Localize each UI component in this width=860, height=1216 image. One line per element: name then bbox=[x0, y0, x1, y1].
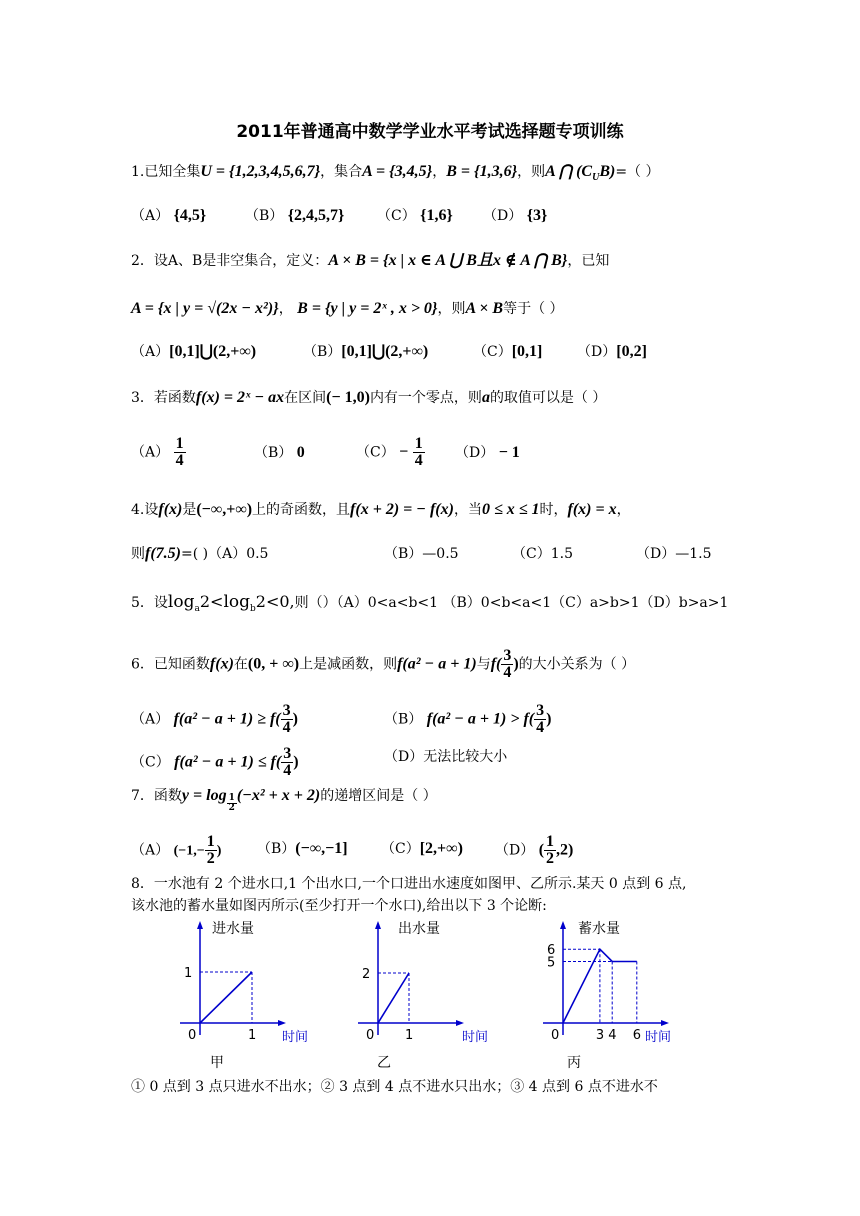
chart-storage-y-tick-6: 6 bbox=[547, 943, 556, 959]
q6-text-b: 在 bbox=[233, 656, 248, 673]
frac-num: 3 bbox=[283, 745, 292, 762]
option-label: （B） bbox=[257, 841, 296, 857]
option-lhs: f(a² − a + 1) ≥ f( bbox=[173, 710, 281, 728]
q4-math-query: f(7.5) bbox=[145, 545, 181, 562]
q6-text-d: 与 bbox=[476, 656, 491, 673]
chart-outflow-y-tick-2: 2 bbox=[362, 967, 371, 982]
page-title: 2011年普通高中数学学业水平考试选择题专项训练 bbox=[236, 122, 624, 142]
option-lhs: f(a² − a + 1) ≤ f( bbox=[174, 753, 282, 771]
q2-text-d: 等于（ ） bbox=[503, 301, 564, 317]
q5-log-1-base: a bbox=[194, 603, 200, 614]
q2-option-d[interactable] bbox=[577, 343, 647, 361]
chart-inflow-x-label: 时间 bbox=[282, 1030, 309, 1045]
q4-math-fn: f(x) bbox=[158, 501, 183, 518]
option-value: 0 bbox=[296, 444, 305, 461]
q7-option-a[interactable] bbox=[131, 834, 221, 867]
option-label: （D） bbox=[483, 208, 523, 224]
q2-text-c: ，则 bbox=[437, 301, 466, 317]
chart-storage-x-tick-0: 0 bbox=[551, 1028, 560, 1043]
q7-text-a: 7．函数 bbox=[131, 788, 182, 804]
option-rhs: ) bbox=[292, 710, 298, 728]
q4-text-c: 上的奇函数，且 bbox=[252, 502, 351, 518]
chart-outflow-x-label: 时间 bbox=[462, 1030, 489, 1045]
option-pre: (−1,− bbox=[173, 843, 205, 859]
option-label: （C） bbox=[377, 208, 416, 224]
q5-options[interactable]: 则（）（A）0<a<b<1 （B）0<b<a<1（C）a>b>1（D）b>a>1 bbox=[294, 595, 729, 611]
question-2-line-1 bbox=[131, 252, 609, 270]
q5-log-1: log bbox=[167, 592, 195, 612]
chart-inflow-x-tick-0: 0 bbox=[188, 1028, 197, 1043]
q3-math-a: a bbox=[481, 389, 490, 406]
q6-math-rhs-post: ) bbox=[513, 655, 519, 673]
q3-option-d[interactable] bbox=[455, 444, 520, 462]
frac-num: 3 bbox=[282, 702, 291, 719]
q6-math-domain: (0, + ∞) bbox=[247, 655, 300, 673]
option-value: − 1 bbox=[498, 444, 520, 461]
q5-log-2-base: b bbox=[250, 603, 256, 614]
chart-outflow-y-arrow bbox=[375, 921, 381, 929]
option-value: [0,1]⋃(2,+∞) bbox=[341, 343, 429, 360]
option-label: （D） bbox=[495, 842, 535, 859]
option-fraction bbox=[281, 703, 293, 736]
q4-math-relation: f(x + 2) = − f(x) bbox=[350, 501, 454, 518]
question-4-line-2 bbox=[131, 545, 268, 563]
q6-option-a[interactable] bbox=[131, 703, 298, 736]
frac-num: 3 bbox=[503, 647, 512, 664]
question-4-line-1 bbox=[131, 501, 631, 519]
chart-inflow-x-tick-1: 1 bbox=[248, 1028, 257, 1043]
q4-option-a[interactable]: =( )（A）0.5 bbox=[180, 546, 269, 562]
q1-option-a[interactable] bbox=[131, 207, 206, 225]
q3-text-d: 的取值可以是（ ） bbox=[489, 390, 607, 406]
chart-storage-y-arrow bbox=[560, 921, 566, 929]
frac-num: 1 bbox=[175, 435, 184, 452]
chart-inflow-series-line bbox=[200, 972, 252, 1023]
chart-inflow-y-arrow bbox=[197, 921, 203, 929]
option-label: （C） bbox=[381, 841, 420, 857]
question-3-stem bbox=[131, 389, 606, 407]
question-8-line-1: 8．一水池有 2 个进水口,1 个出水口,一个口进出水速度如图甲、乙所示.某天 0 点到 6 点, bbox=[131, 876, 687, 892]
q3-option-b[interactable] bbox=[254, 444, 305, 462]
option-fraction bbox=[205, 834, 217, 867]
frac-num: 1 bbox=[414, 435, 423, 452]
question-1-stem bbox=[131, 163, 660, 187]
q1-math-expr-end: B) bbox=[599, 163, 616, 180]
q4-text-d: ，当 bbox=[453, 502, 482, 518]
q1-option-c[interactable] bbox=[377, 207, 453, 225]
option-label: （C） bbox=[356, 444, 395, 461]
option-text: 无法比较大小 bbox=[423, 749, 508, 765]
q1-text-a: 1.已知全集 bbox=[131, 164, 201, 180]
q3-text-b: 在区间 bbox=[284, 390, 327, 406]
q2-text-b: ，已知 bbox=[567, 253, 610, 269]
option-value: {4,5} bbox=[173, 207, 207, 224]
q2-math-product: A × B bbox=[465, 300, 504, 317]
q7-option-b[interactable] bbox=[257, 840, 348, 858]
option-value: [0,1] bbox=[511, 343, 543, 360]
q4-text-a: 4.设 bbox=[131, 502, 159, 518]
option-value: [2,+∞) bbox=[419, 840, 463, 857]
q4-option-c[interactable]: （C）1.5 bbox=[512, 546, 573, 562]
q3-option-a[interactable] bbox=[131, 436, 186, 469]
frac-num: 1 bbox=[546, 833, 555, 850]
chart-storage-title: 蓄水量 bbox=[578, 921, 620, 937]
option-value: (−∞,−1] bbox=[295, 840, 348, 857]
q6-text-c: 上是减函数，则 bbox=[299, 656, 398, 673]
chart-outflow-series-line bbox=[378, 973, 409, 1023]
option-value: [0,1]⋃(2,+∞) bbox=[169, 343, 257, 360]
option-fraction bbox=[544, 834, 556, 867]
chart-storage-x-tick-6: 6 bbox=[632, 1028, 642, 1043]
frac-den: 2 bbox=[228, 803, 235, 813]
q1-option-d[interactable] bbox=[483, 207, 547, 225]
q7-option-d[interactable] bbox=[495, 834, 573, 867]
q2-option-b[interactable] bbox=[303, 343, 428, 361]
option-sign: − bbox=[399, 443, 409, 461]
option-label: （A） bbox=[131, 344, 170, 360]
q6-math-lhs: f(a² − a + 1) bbox=[397, 655, 477, 673]
q4-text-e: 时， bbox=[539, 502, 568, 518]
frac-den: 4 bbox=[414, 452, 423, 469]
question-7-stem bbox=[131, 787, 437, 813]
q2-text-a: 2．设A、B是非空集合，定义： bbox=[131, 253, 329, 269]
q7-text-b: 的递增区间是（ ） bbox=[320, 788, 437, 804]
chart-inflow-x-arrow bbox=[278, 1020, 286, 1026]
option-fraction bbox=[413, 436, 425, 469]
q1-math-expr: A ⋂ (C bbox=[545, 163, 593, 180]
option-label: （B） bbox=[245, 208, 284, 224]
q6-option-c[interactable] bbox=[131, 746, 299, 779]
frac-den: 4 bbox=[283, 762, 292, 779]
option-label: （A） bbox=[131, 208, 170, 224]
q1-option-b[interactable] bbox=[245, 207, 344, 225]
q3-text-a: 3．若函数 bbox=[131, 390, 196, 406]
q1-math-set-a: A = {3,4,5} bbox=[362, 163, 433, 180]
q2-math-set-b: B = {y | y = 2ˣ , x > 0} bbox=[297, 300, 438, 317]
option-fraction bbox=[534, 703, 546, 736]
q7-math-fn: y = log bbox=[181, 787, 227, 804]
option-fraction bbox=[174, 436, 186, 469]
option-rhs: ) bbox=[293, 753, 299, 771]
q2-option-c[interactable] bbox=[473, 343, 542, 361]
chart-outflow-x-arrow bbox=[456, 1020, 464, 1026]
q4-math-def: f(x) = x bbox=[567, 501, 617, 518]
chart-inflow-title: 进水量 bbox=[212, 921, 254, 937]
q4-option-b[interactable]: （B）—0.5 bbox=[384, 546, 459, 562]
water-charts bbox=[0, 915, 860, 1075]
option-label: （D） bbox=[455, 445, 495, 461]
q1-math-universe: U = {1,2,3,4,5,6,7} bbox=[200, 163, 321, 180]
q6-option-b[interactable] bbox=[384, 703, 551, 736]
q6-math-fn: f(x) bbox=[209, 655, 234, 673]
q4-text-f: ， bbox=[616, 502, 631, 518]
option-label: （A） bbox=[131, 711, 170, 728]
q4-text-b: 是 bbox=[182, 502, 197, 518]
chart-outflow-x-tick-0: 0 bbox=[366, 1028, 375, 1043]
q6-option-d[interactable] bbox=[384, 748, 507, 766]
option-value: [0,2] bbox=[616, 343, 647, 360]
option-rhs: ) bbox=[546, 710, 552, 728]
option-label: （C） bbox=[131, 754, 170, 771]
q1-math-sub: U bbox=[592, 171, 600, 183]
option-label: （C） bbox=[473, 344, 512, 360]
q3-option-c[interactable] bbox=[356, 436, 425, 469]
q5-text-mid-2: 2<0, bbox=[255, 592, 295, 611]
q1-math-set-b: B = {1,3,6} bbox=[446, 163, 518, 180]
frac-num: 3 bbox=[536, 702, 545, 719]
q1-text-e: =（ ） bbox=[615, 164, 660, 180]
chart-inflow-y-tick-1: 1 bbox=[184, 966, 193, 981]
chart-caption-a: 甲 bbox=[210, 1055, 224, 1071]
q6-text-a: 6．已知函数 bbox=[131, 656, 210, 673]
q5-text-a: 5．设 bbox=[131, 595, 168, 611]
frac-num: 1 bbox=[228, 793, 235, 803]
option-lhs: f(a² − a + 1) > f( bbox=[426, 710, 535, 728]
option-label: （B） bbox=[303, 344, 342, 360]
option-pre: ( bbox=[538, 841, 545, 859]
q2-option-a[interactable] bbox=[131, 343, 256, 361]
chart-caption-c: 丙 bbox=[567, 1055, 581, 1071]
option-post: ) bbox=[216, 843, 222, 859]
option-label: （B） bbox=[254, 445, 293, 461]
q4-option-d[interactable]: （D）—1.5 bbox=[636, 546, 712, 562]
option-post: ,2) bbox=[556, 841, 574, 859]
q1-text-c: ， bbox=[432, 164, 447, 180]
option-label: （D） bbox=[577, 344, 617, 360]
frac-den: 4 bbox=[536, 719, 545, 736]
option-label: （A） bbox=[131, 444, 170, 461]
chart-storage-x-tick-4: 4 bbox=[608, 1028, 617, 1043]
q7-option-c[interactable] bbox=[381, 840, 463, 858]
frac-den: 2 bbox=[206, 850, 215, 867]
q3-math-interval: (− 1,0) bbox=[326, 389, 370, 406]
frac-den: 4 bbox=[503, 664, 512, 681]
frac-den: 4 bbox=[282, 719, 291, 736]
q2-sep: ， bbox=[278, 301, 293, 317]
q4-math-domain: (−∞,+∞) bbox=[196, 501, 253, 518]
q1-text-b: ，集合 bbox=[320, 164, 363, 180]
frac-den: 2 bbox=[546, 850, 555, 867]
q6-math-rhs-pre: f( bbox=[490, 655, 502, 673]
q7-math-arg: (−x² + x + 2) bbox=[236, 787, 321, 804]
q2-math-def: A × B = {x | x ∈ A ⋃ B且x ∉ A ⋂ B} bbox=[328, 252, 568, 269]
chart-outflow-title: 出水量 bbox=[398, 921, 440, 937]
option-label: （A） bbox=[131, 842, 170, 859]
q1-text-d: ，则 bbox=[517, 164, 546, 180]
option-label: （D） bbox=[384, 749, 424, 765]
option-value: {3} bbox=[526, 207, 548, 224]
chart-caption-b: 乙 bbox=[377, 1055, 391, 1071]
option-value: {2,4,5,7} bbox=[287, 207, 345, 224]
q2-math-set-a: A = {x | y = √(2x − x²)} bbox=[131, 300, 279, 317]
chart-storage-x-tick-3: 3 bbox=[595, 1028, 605, 1043]
question-5-stem bbox=[131, 593, 728, 618]
q5-text-mid-1: 2< bbox=[199, 592, 224, 611]
option-value: {1,6} bbox=[420, 207, 453, 224]
chart-outflow-x-tick-1: 1 bbox=[405, 1028, 414, 1043]
chart-storage-x-arrow bbox=[661, 1020, 669, 1026]
chart-storage-y-tick-5: 5 bbox=[547, 955, 556, 971]
q3-math-fn: f(x) = 2ˣ − ax bbox=[195, 389, 285, 406]
chart-storage-x-label: 时间 bbox=[645, 1030, 672, 1045]
q3-text-c: 内有一个零点，则 bbox=[369, 390, 482, 406]
option-fraction bbox=[281, 746, 293, 779]
question-8-line-2: 该水池的蓄水量如图丙所示(至少打开一个水口),给出以下 3 个论断: bbox=[131, 898, 547, 914]
q7-log-base bbox=[227, 794, 237, 813]
q6-text-e: 的大小关系为（ ） bbox=[518, 656, 636, 673]
q5-log-2: log bbox=[223, 592, 251, 612]
option-label: （B） bbox=[384, 711, 423, 728]
frac-num: 1 bbox=[206, 833, 215, 850]
question-6-stem bbox=[131, 648, 635, 681]
q6-math-fraction bbox=[501, 648, 513, 681]
frac-den: 4 bbox=[175, 452, 184, 469]
q4-text-g: 则 bbox=[131, 546, 145, 562]
question-2-line-2 bbox=[131, 300, 564, 318]
q4-math-range: 0 ≤ x ≤ 1 bbox=[481, 501, 540, 518]
question-8-line-3: ① 0 点到 3 点只进水不出水；② 3 点到 4 点不进水只出水；③ 4 点到 6 点不进水不 bbox=[131, 1079, 658, 1095]
